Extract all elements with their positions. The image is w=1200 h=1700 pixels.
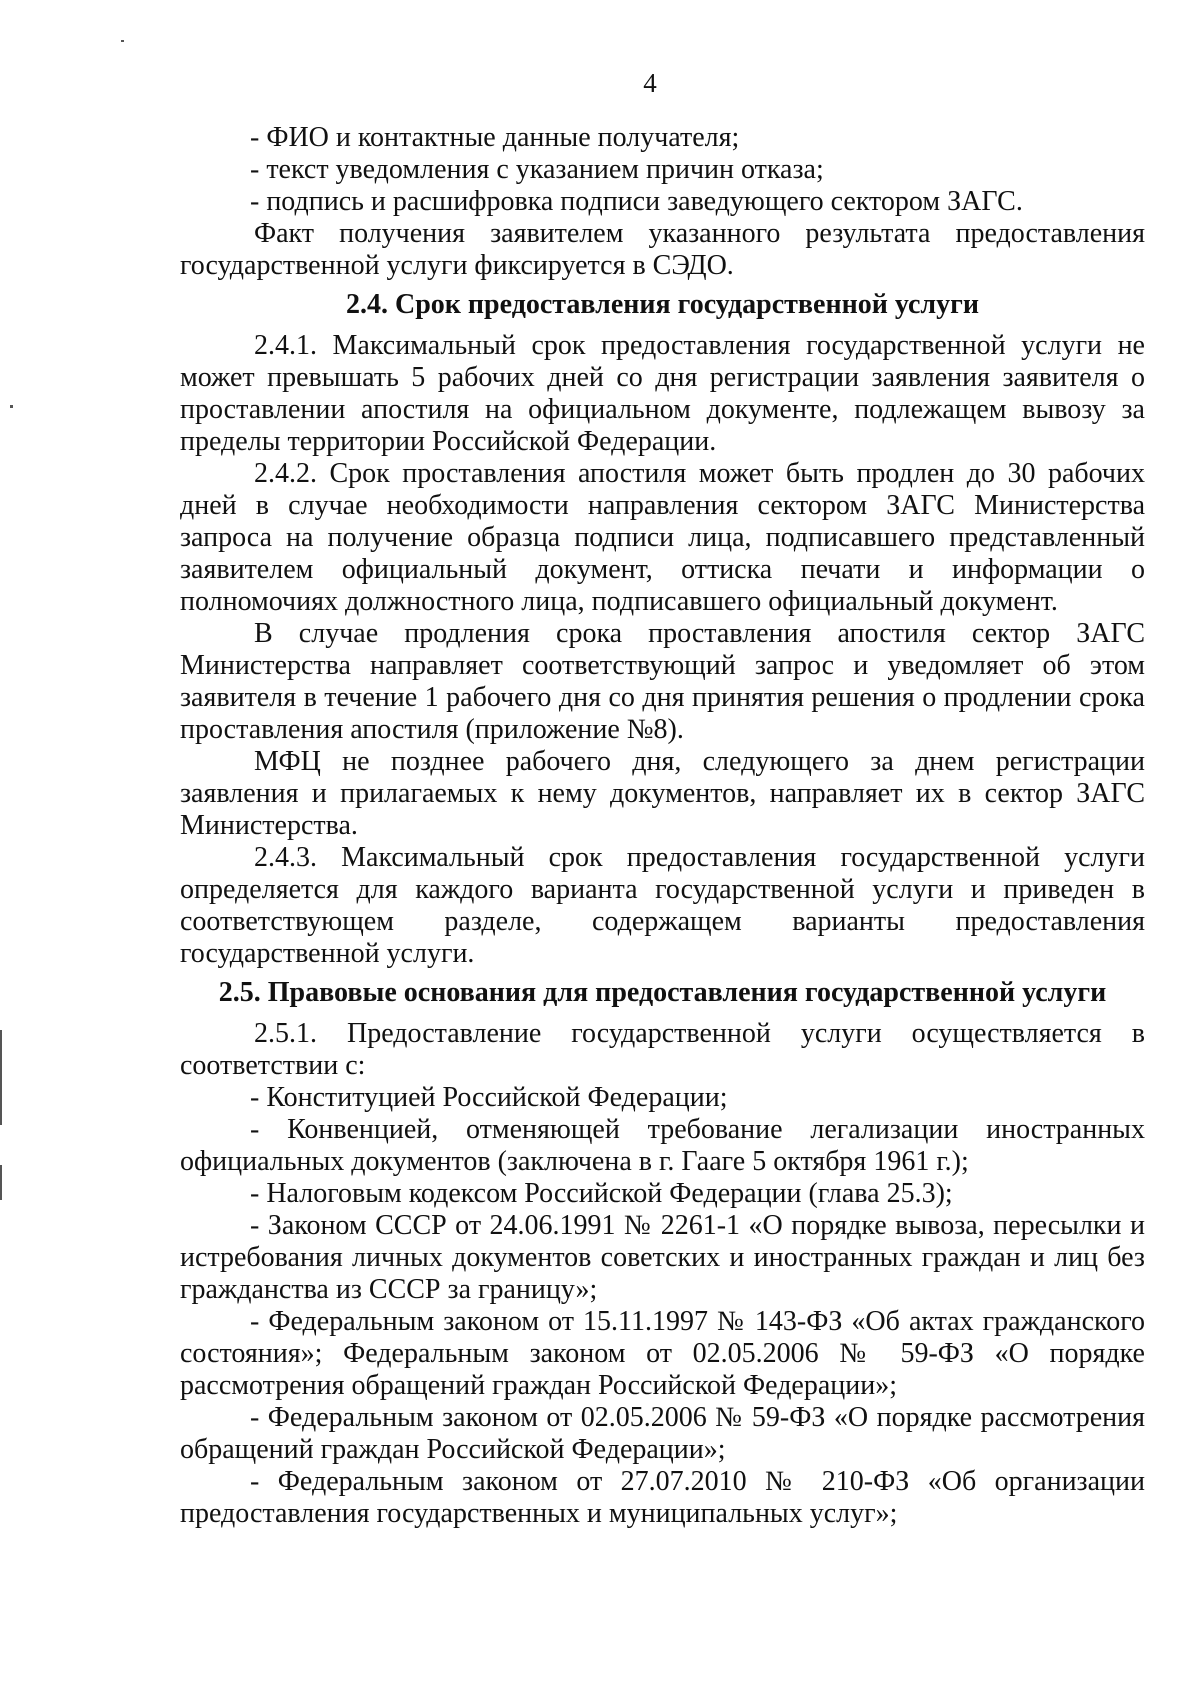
scan-edge-line	[0, 1165, 2, 1200]
section-heading-2-4: 2.4. Срок предоставления государственной услуги	[346, 289, 979, 320]
scan-speck	[10, 405, 13, 408]
paragraph: В случае продления срока проставления апостиля сектор ЗАГС Министерства направляет соответствующий запрос и уведомляет об этом заявителя в течение 1 рабочего дня со дня принятия решения о продлении срока проставления апостиля (приложение №8).	[180, 618, 1145, 745]
paragraph: МФЦ не позднее рабочего дня, следующего за днем регистрации заявления и прилагаемых к нему документов, направляет их в сектор ЗАГС Министерства.	[180, 746, 1145, 841]
list-item: - ФИО и контактные данные получателя;	[250, 122, 740, 153]
section-heading-2-5: 2.5. Правовые основания для предоставления государственной услуги	[218, 977, 1107, 1008]
paragraph: Факт получения заявителем указанного результата предоставления государственной услуги фиксируется в СЭДО.	[180, 218, 1145, 281]
list-item: - Федеральным законом от 27.07.2010 № 210-ФЗ «Об организации предоставления государственных и муниципальных услуг»;	[180, 1466, 1145, 1529]
list-item: - Федеральным законом от 02.05.2006 № 59-ФЗ «О порядке рассмотрения обращений граждан Российской Федерации»;	[180, 1402, 1145, 1465]
paragraph: 2.4.3. Максимальный срок предоставления государственной услуги определяется для каждого варианта государственной услуги и приведен в соответствующем разделе, содержащем варианты предоставления государственной услуги.	[180, 842, 1145, 969]
page-number: 4	[643, 68, 657, 98]
list-item: - Законом СССР от 24.06.1991 № 2261-1 «О порядке вывоза, пересылки и истребования личных документов советских и иностранных граждан и лиц без гражданства из СССР за границу»;	[180, 1210, 1145, 1305]
list-item: - текст уведомления с указанием причин отказа;	[250, 154, 824, 185]
list-item: - Налоговым кодексом Российской Федерации (глава 25.3);	[250, 1178, 953, 1209]
paragraph: 2.5.1. Предоставление государственной услуги осуществляется в соответствии с:	[180, 1018, 1145, 1081]
list-item: - подпись и расшифровка подписи заведующего сектором ЗАГС.	[250, 186, 1023, 217]
paragraph: 2.4.2. Срок проставления апостиля может быть продлен до 30 рабочих дней в случае необходимости направления сектором ЗАГС Министерства запроса на получение образца подписи лица, подписавшего представленный заявителем официальный документ, оттиска печати и информации о полномочиях должностного лица, подписавшего официальный документ.	[180, 458, 1145, 617]
list-item: - Федеральным законом от 15.11.1997 № 143-ФЗ «Об актах гражданского состояния»; Федеральным законом от 02.05.2006 № 59-ФЗ «О порядке рассмотрения обращений граждан Российской Федерации»;	[180, 1306, 1145, 1401]
document-body	[180, 122, 1145, 1530]
scan-speck	[121, 40, 124, 42]
list-item: - Конституцией Российской Федерации;	[250, 1082, 728, 1113]
list-item: - Конвенцией, отменяющей требование легализации иностранных официальных документов (заключена в г. Гааге 5 октября 1961 г.);	[180, 1114, 1145, 1177]
paragraph: 2.4.1. Максимальный срок предоставления государственной услуги не может превышать 5 рабочих дней со дня регистрации заявления заявителя о проставлении апостиля на официальном документе, подлежащем вывозу за пределы территории Российской Федерации.	[180, 330, 1145, 457]
scan-edge-line	[0, 1030, 2, 1125]
